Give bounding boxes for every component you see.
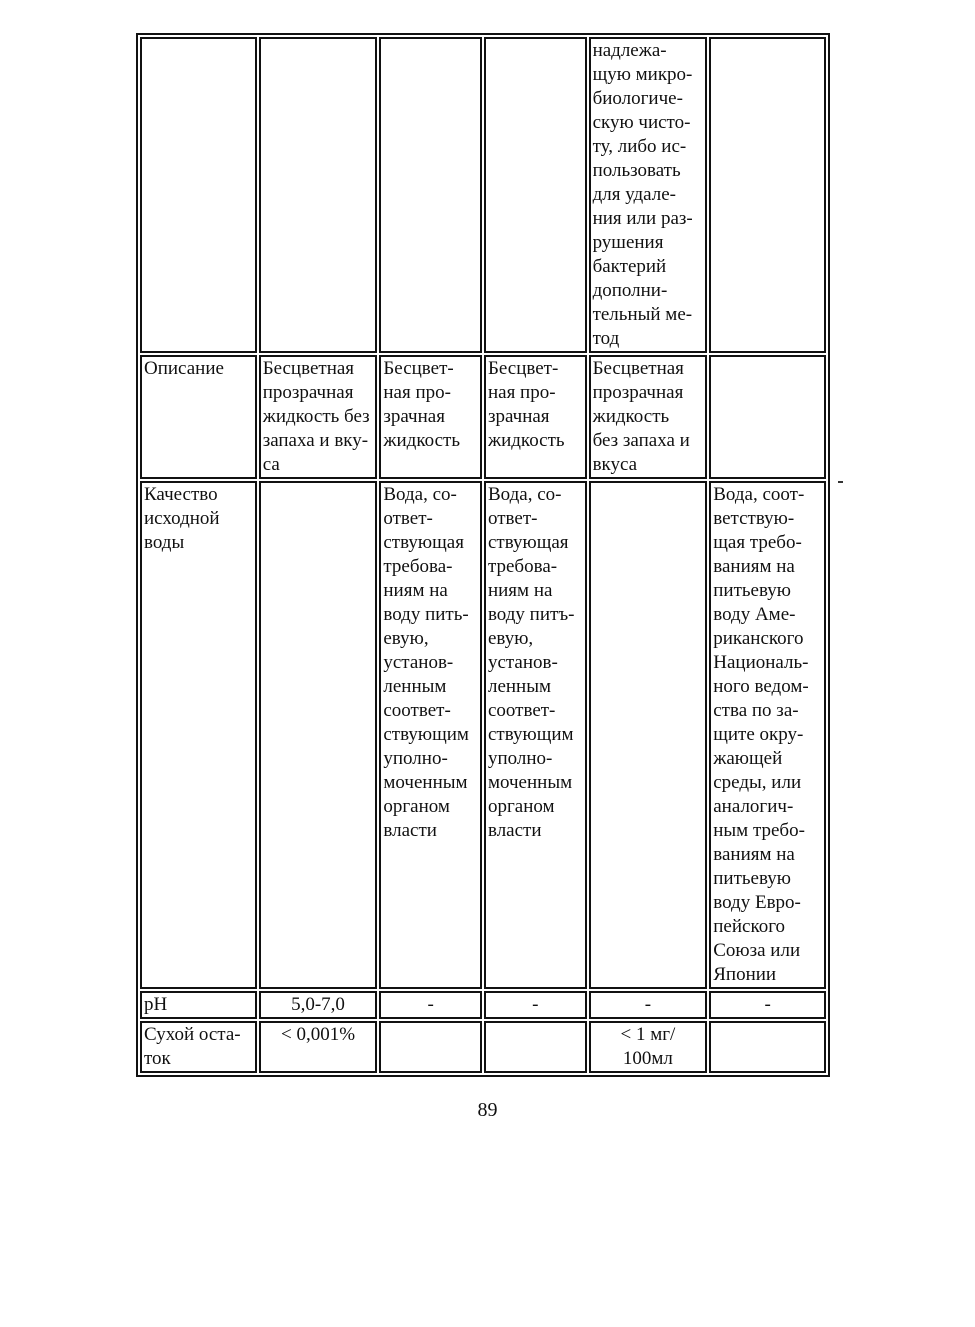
table-cell: Вода, соот- ветствую- щая требо- ваниям на питьевую воду Аме- риканского Националь- ного ведом- ства по за- щите окру- жающей среды, или аналогич- ным требо- ваниям на питьевую воду Евро- пейского Союза или Японии: [709, 481, 826, 989]
table-cell: Вода, со- ответ- ствующая требова- ниям на воду пить- евую, установ- ленным соответ- ствующим уполно- моченным органом власти: [379, 481, 482, 989]
page-number: 89: [477, 1099, 498, 1121]
table-cell: -: [709, 991, 826, 1019]
table-cell: < 1 мг/ 100мл: [589, 1021, 708, 1073]
water-spec-table: [136, 33, 830, 1077]
table-cell: [259, 37, 378, 353]
table-row: [140, 481, 826, 989]
table-cell: [484, 1021, 587, 1073]
table-cell: [709, 1021, 826, 1073]
scan-artifact-mark: [838, 481, 843, 483]
table-cell: надлежа- щую микро- биологиче- скую чисто- ту, либо ис- пользовать для удале- ния или раз- рушения бактерий дополни- тельный ме- тод: [589, 37, 708, 353]
table-cell: -: [589, 991, 708, 1019]
table-cell: Бесцветная прозрачная жидкость без запаха и вку- са: [259, 355, 378, 479]
table-cell: [484, 37, 587, 353]
table-row: [140, 1021, 826, 1073]
row-header-source-water: Качество исходной воды: [140, 481, 257, 989]
table-row: [140, 355, 826, 479]
table-cell: [709, 37, 826, 353]
table-cell: -: [379, 991, 482, 1019]
table-cell: < 0,001%: [259, 1021, 378, 1073]
table-cell: [589, 481, 708, 989]
table-cell: [259, 481, 378, 989]
table-cell: [379, 1021, 482, 1073]
table-cell: Бесцветная прозрачная жидкость без запаха и вкуса: [589, 355, 708, 479]
table-cell: [379, 37, 482, 353]
table-cell: Бесцвет- ная про- зрачная жидкость: [484, 355, 587, 479]
table-cell: 5,0-7,0: [259, 991, 378, 1019]
table-cell: Вода, со- ответ- ствующая требова- ниям на воду питъ- евую, установ- ленным соответ- ствующим уполно- моченным органом власти: [484, 481, 587, 989]
table-cell: [709, 355, 826, 479]
table-cell: [140, 37, 257, 353]
row-header-ph: pH: [140, 991, 257, 1019]
row-header-description: Описание: [140, 355, 257, 479]
table-cell: Бесцвет- ная про- зрачная жидкость: [379, 355, 482, 479]
table-cell: -: [484, 991, 587, 1019]
table-row: [140, 37, 826, 353]
table-row: [140, 991, 826, 1019]
row-header-dry-residue: Сухой оста- ток: [140, 1021, 257, 1073]
